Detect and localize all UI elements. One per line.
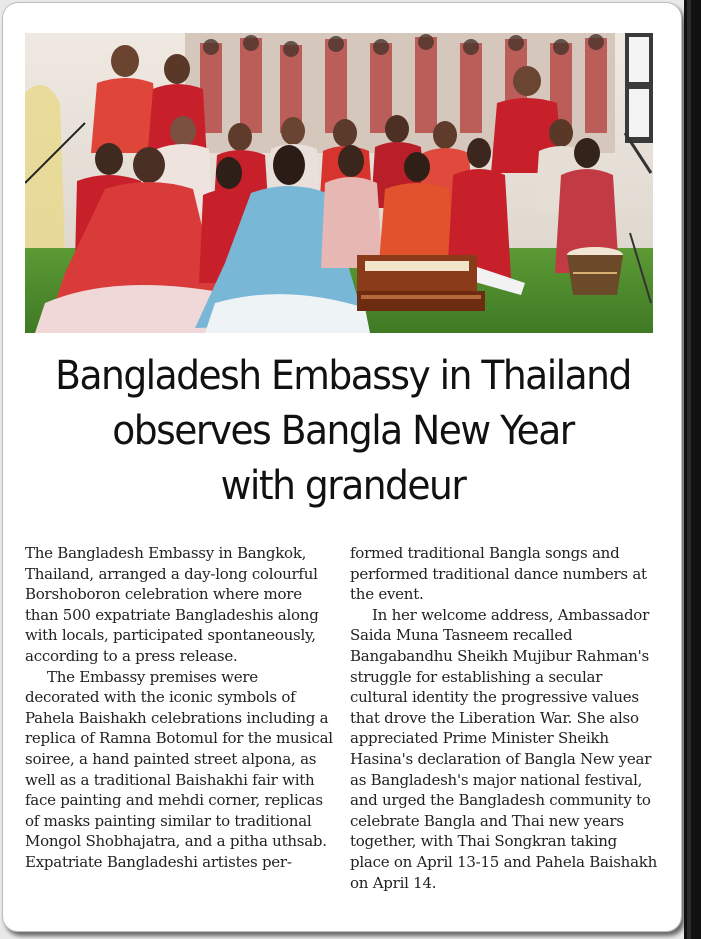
headline-line-3: with grandeur: [220, 463, 466, 509]
paragraph: The Bangladesh Embassy in Bangkok, Thailand, arranged a day-long colourful Borshoboron celebration where more than 500 expatriate Bangladeshis along with locals, participated spontaneously, according to a press release.: [25, 544, 319, 665]
group-photo-icon: [25, 33, 653, 333]
group-photo: [25, 33, 653, 333]
paragraph: The Embassy premises were decorated with the iconic symbols of Pahela Baishakh celebrations including a replica of Ramna Botomul for the musical soiree, a hand painted street alpona, as well as a traditional Baishakhi fair with face painting and mehdi corner, replicas of masks painting similar to traditional Mongol Shobhajatra, and a pitha uthsab. Expatriate Bangladeshi artistes per-: [25, 667, 333, 871]
article-headline: [33, 349, 653, 514]
headline-line-2: observes Bangla New Year: [112, 408, 574, 454]
paragraph: formed traditional Bangla songs and performed traditional dance numbers at the event.: [350, 544, 647, 604]
page-edge-strip: [684, 0, 701, 939]
paragraph: In her welcome address, Ambassador Saida Muna Tasneem recalled Bangabandhu Sheikh Mujibur Rahman's struggle for establishing a secular cultural identity the progressive values that drove the Liberation War. She also appreciated Prime Minister Sheikh Hasina's declaration of Bangla New year as Bangladesh's major national festival, and urged the Bangladesh community to celebrate Bangla and Thai new years together, with Thai Songkran taking place on April 13-15 and Pahela Baishakh on April 14.: [350, 605, 658, 892]
page-edge-highlight: [687, 0, 691, 939]
article-column-right: [350, 543, 660, 893]
news-clipping-card: [2, 2, 682, 932]
harmonium-icon: [357, 255, 485, 311]
article-column-left: [25, 543, 335, 873]
drum-icon: [567, 247, 623, 295]
headline-line-1: Bangladesh Embassy in Thailand: [55, 353, 631, 399]
